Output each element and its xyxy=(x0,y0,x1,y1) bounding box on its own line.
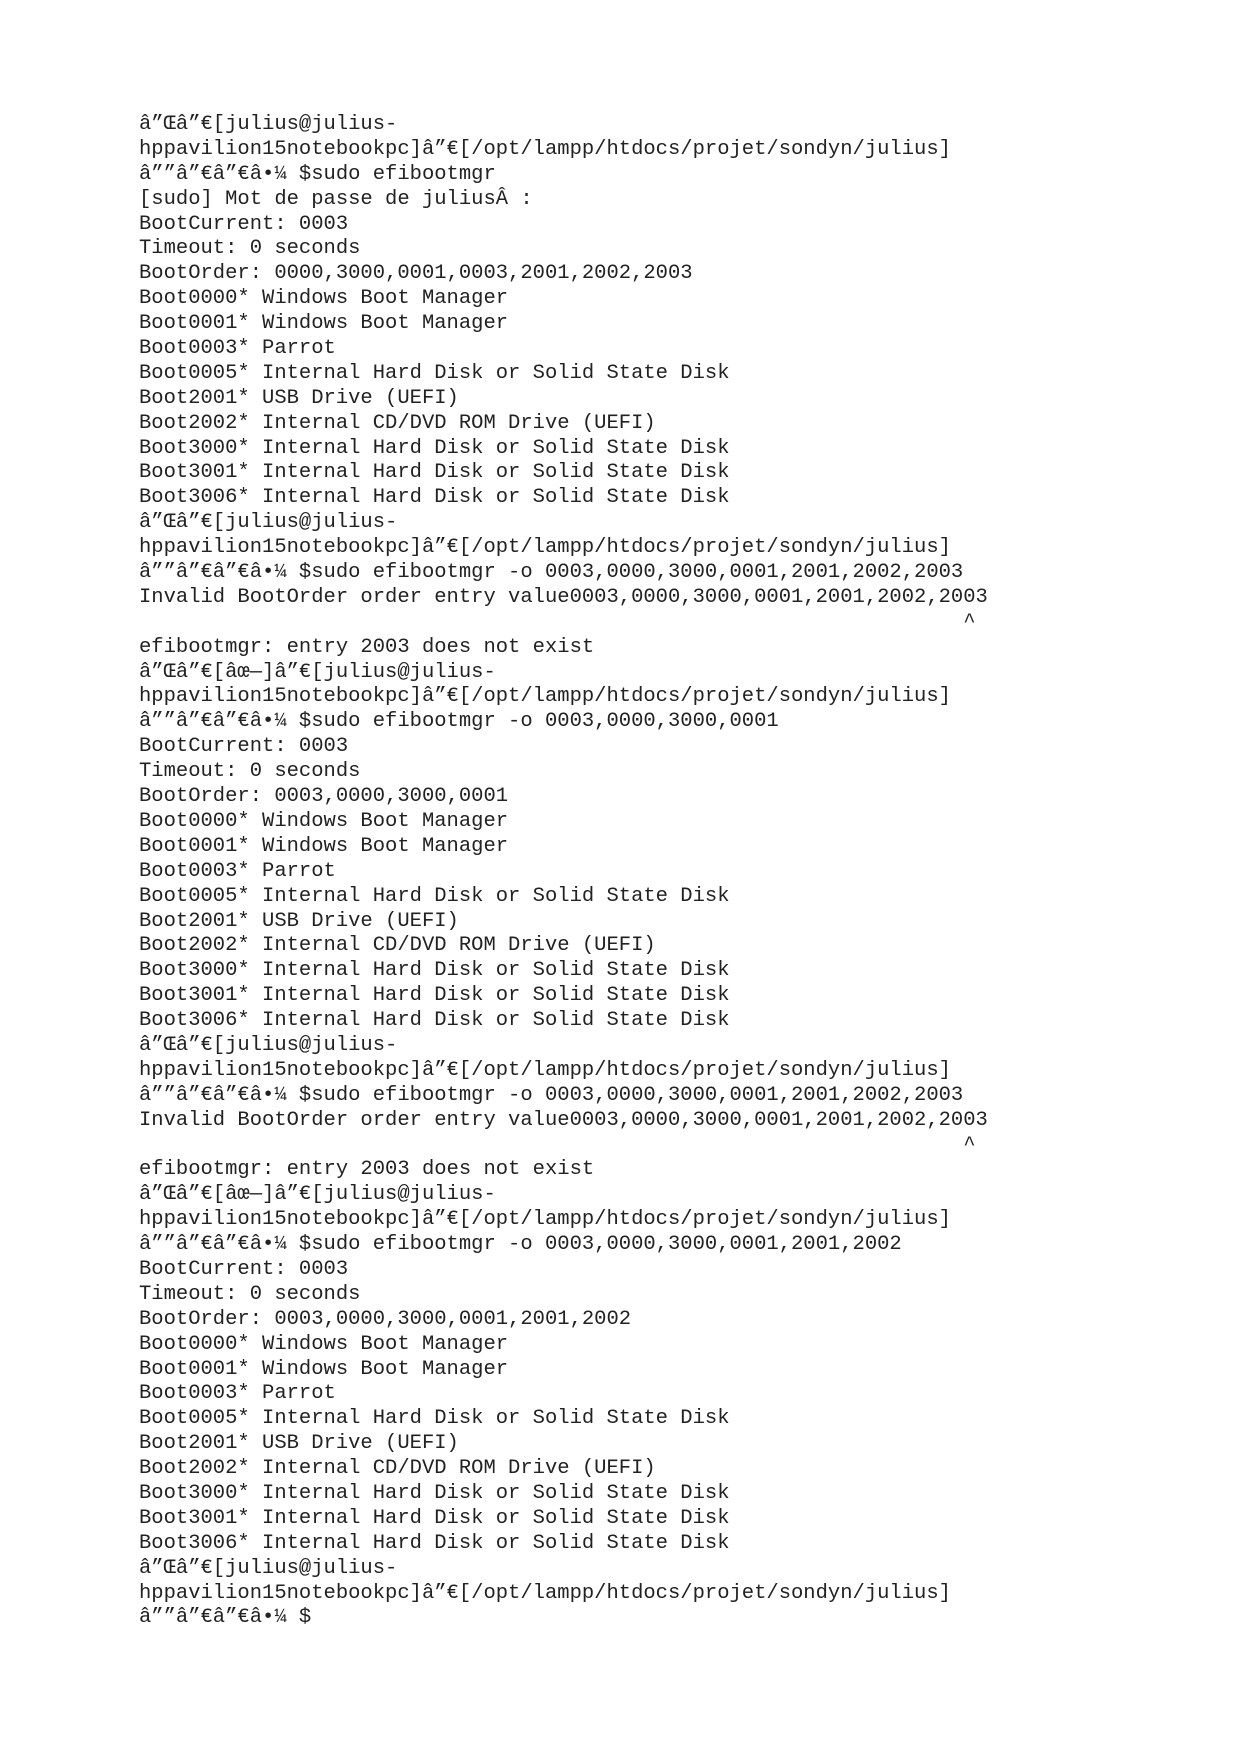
transcript-line: Boot0000* Windows Boot Manager xyxy=(139,809,509,833)
transcript-line: Boot2001* USB Drive (UEFI) xyxy=(139,1432,459,1456)
transcript-line: â”Œâ”€[julius@julius- xyxy=(139,1033,398,1057)
transcript-line: Timeout: 0 seconds xyxy=(139,1282,361,1306)
transcript-line: Boot3000* Internal Hard Disk or Solid State Disk xyxy=(139,959,730,983)
transcript-line: Boot0005* Internal Hard Disk or Solid State Disk xyxy=(139,1407,730,1431)
transcript-line: Boot3006* Internal Hard Disk or Solid State Disk xyxy=(139,1531,730,1555)
transcript-line: â””â”€â”€â•¼ $sudo efibootmgr -o 0003,0000,3000,0001,2001,2002,2003 xyxy=(139,1083,964,1107)
transcript-line: efibootmgr: entry 2003 does not exist xyxy=(139,635,595,659)
transcript-line: Boot2001* USB Drive (UEFI) xyxy=(139,909,459,933)
transcript-line: Boot0001* Windows Boot Manager xyxy=(139,1357,509,1381)
transcript-line: hppavilion15notebookpc]â”€[/opt/lampp/htdocs/projet/sondyn/julius] xyxy=(139,1058,951,1082)
transcript-line: hppavilion15notebookpc]â”€[/opt/lampp/htdocs/projet/sondyn/julius] xyxy=(139,536,951,560)
transcript-line: Boot2002* Internal CD/DVD ROM Drive (UEFI) xyxy=(139,934,656,958)
transcript-line: BootOrder: 0003,0000,3000,0001,2001,2002 xyxy=(139,1307,632,1331)
transcript-line: Boot3001* Internal Hard Disk or Solid State Disk xyxy=(139,461,730,485)
transcript-line: Boot3006* Internal Hard Disk or Solid State Disk xyxy=(139,486,730,510)
transcript-line: Boot0003* Parrot xyxy=(139,337,336,361)
transcript-line: Boot0000* Windows Boot Manager xyxy=(139,287,509,311)
transcript-line: Boot3001* Internal Hard Disk or Solid State Disk xyxy=(139,1506,730,1530)
transcript-line: Boot0000* Windows Boot Manager xyxy=(139,1332,509,1356)
transcript-line: Boot0001* Windows Boot Manager xyxy=(139,312,509,336)
transcript-line: Boot0005* Internal Hard Disk or Solid State Disk xyxy=(139,884,730,908)
transcript-line: hppavilion15notebookpc]â”€[/opt/lampp/htdocs/projet/sondyn/julius] xyxy=(139,137,951,161)
transcript-line: â””â”€â”€â•¼ $sudo efibootmgr -o 0003,0000,3000,0001,2001,2002,2003 xyxy=(139,561,964,585)
transcript-line: BootOrder: 0000,3000,0001,0003,2001,2002,2003 xyxy=(139,262,693,286)
transcript-line: Boot0001* Windows Boot Manager xyxy=(139,834,509,858)
transcript-line: â”Œâ”€[âœ—]â”€[julius@julius- xyxy=(139,660,496,684)
transcript-line: hppavilion15notebookpc]â”€[/opt/lampp/htdocs/projet/sondyn/julius] xyxy=(139,1208,951,1232)
transcript-line: Boot2001* USB Drive (UEFI) xyxy=(139,386,459,410)
transcript-line: â”Œâ”€[âœ—]â”€[julius@julius- xyxy=(139,1183,496,1207)
transcript-line: â”Œâ”€[julius@julius- xyxy=(139,511,398,535)
transcript-line: â””â”€â”€â•¼ $sudo efibootmgr -o 0003,0000,3000,0001,2001,2002 xyxy=(139,1233,902,1257)
terminal-transcript xyxy=(139,113,1139,1631)
transcript-line: Boot3001* Internal Hard Disk or Solid State Disk xyxy=(139,984,730,1008)
transcript-line: Invalid BootOrder order entry value0003,0000,3000,0001,2001,2002,2003 xyxy=(139,585,988,609)
transcript-line: Boot3000* Internal Hard Disk or Solid State Disk xyxy=(139,436,730,460)
transcript-line: â””â”€â”€â•¼ $sudo efibootmgr xyxy=(139,162,496,186)
transcript-line: ^ xyxy=(139,1133,976,1157)
transcript-line: BootCurrent: 0003 xyxy=(139,1257,349,1281)
transcript-line: Timeout: 0 seconds xyxy=(139,237,361,261)
transcript-line: Boot2002* Internal CD/DVD ROM Drive (UEFI) xyxy=(139,1457,656,1481)
transcript-line: Boot2002* Internal CD/DVD ROM Drive (UEFI) xyxy=(139,411,656,435)
transcript-line: Boot3000* Internal Hard Disk or Solid State Disk xyxy=(139,1481,730,1505)
transcript-line: Invalid BootOrder order entry value0003,0000,3000,0001,2001,2002,2003 xyxy=(139,1108,988,1132)
transcript-line: hppavilion15notebookpc]â”€[/opt/lampp/htdocs/projet/sondyn/julius] xyxy=(139,685,951,709)
transcript-line: Boot0003* Parrot xyxy=(139,1382,336,1406)
transcript-line: BootCurrent: 0003 xyxy=(139,212,349,236)
transcript-line: â””â”€â”€â•¼ $sudo efibootmgr -o 0003,0000,3000,0001 xyxy=(139,710,779,734)
transcript-line: Boot0003* Parrot xyxy=(139,859,336,883)
transcript-line: ^ xyxy=(139,610,976,634)
transcript-line: â”Œâ”€[julius@julius- xyxy=(139,1556,398,1580)
transcript-line: [sudo] Mot de passe de juliusÂ : xyxy=(139,187,533,211)
transcript-line: Timeout: 0 seconds xyxy=(139,760,361,784)
transcript-line: BootCurrent: 0003 xyxy=(139,735,349,759)
transcript-line: Boot3006* Internal Hard Disk or Solid State Disk xyxy=(139,1009,730,1033)
transcript-line: â””â”€â”€â•¼ $ xyxy=(139,1606,312,1630)
transcript-line: Boot0005* Internal Hard Disk or Solid State Disk xyxy=(139,361,730,385)
transcript-line: efibootmgr: entry 2003 does not exist xyxy=(139,1158,595,1182)
transcript-line: BootOrder: 0003,0000,3000,0001 xyxy=(139,785,509,809)
transcript-line: hppavilion15notebookpc]â”€[/opt/lampp/htdocs/projet/sondyn/julius] xyxy=(139,1581,951,1605)
transcript-line: â”Œâ”€[julius@julius- xyxy=(139,113,398,136)
